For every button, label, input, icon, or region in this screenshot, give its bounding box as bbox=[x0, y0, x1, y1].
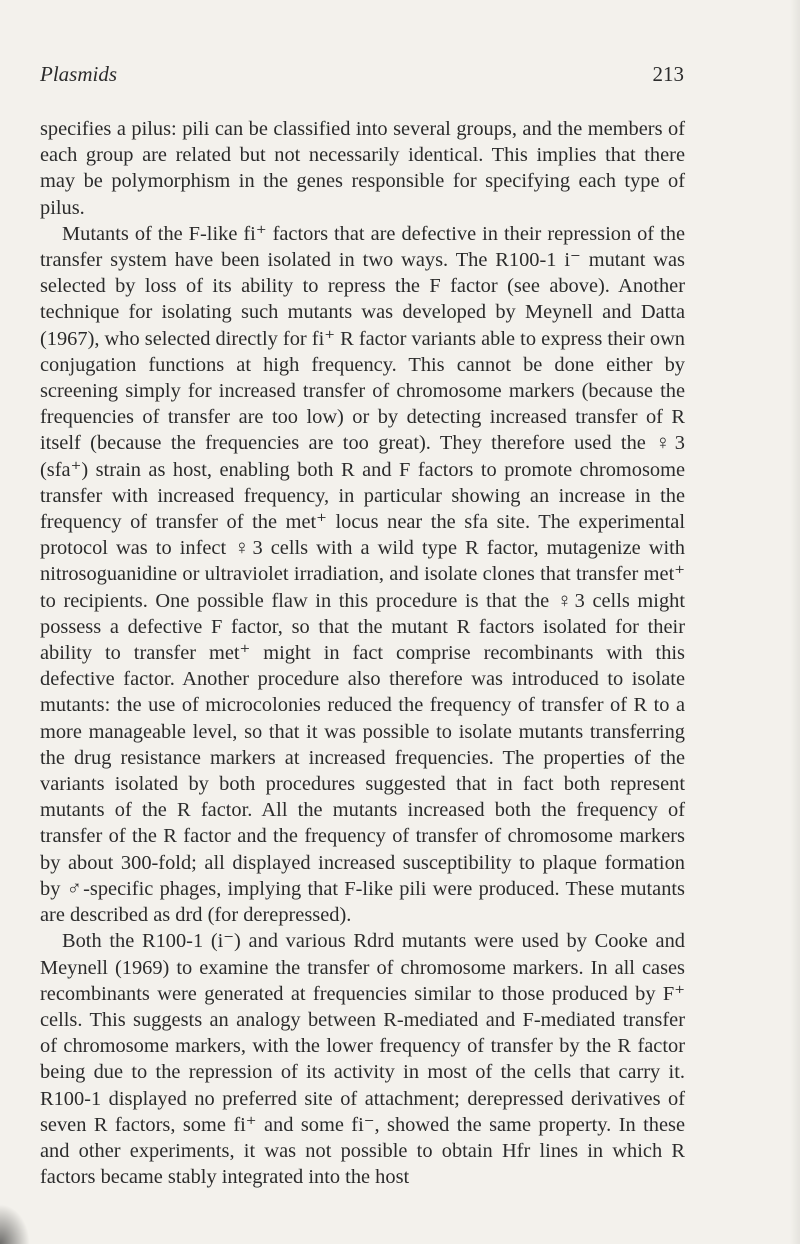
body-text bbox=[40, 116, 685, 1190]
page-number: 213 bbox=[652, 62, 684, 86]
page-header bbox=[40, 62, 684, 87]
paragraph-2: Mutants of the F-like fi⁺ factors that are defective in their repression of the transfer system have been isolated in two ways. The R100-1 i⁻ mutant was selected by loss of its ability to repress the F factor (see above). Another technique for isolating such mutants was developed by Meynell and Datta (1967), who selected directly for fi⁺ R factor variants able to express their own conjugation functions at high frequency. This cannot be done either by screening simply for increased transfer of chromosome markers (because the frequencies of transfer are too low) or by detecting increased transfer of R itself (because the frequencies are too great). They therefore used the ♀3 (sfa⁺) strain as host, enabling both R and F factors to promote chromosome transfer with increased frequency, in particular showing an increase in the frequency of transfer of the met⁺ locus near the sfa site. The experimental protocol was to infect ♀3 cells with a wild type R factor, mutagenize with nitrosoguanidine or ultraviolet irradiation, and isolate clones that transfer met⁺ to recipients. One possible flaw in this procedure is that the ♀3 cells might possess a defective F factor, so that the mutant R factors isolated for their ability to transfer met⁺ might in fact comprise recombinants with this defective factor. Another procedure also therefore was introduced to isolate mutants: the use of microcolonies reduced the frequency of transfer of R to a more manageable level, so that it was possible to isolate mutants transferring the drug resistance markers at increased frequencies. The properties of the variants isolated by both procedures suggested that in fact both represent mutants of the R factor. All the mutants increased both the frequency of transfer of the R factor and the frequency of transfer of chromosome markers by about 300-fold; all displayed increased susceptibility to plaque formation by ♂-specific phages, implying that F-like pili were produced. These mutants are described as drd (for derepressed). bbox=[40, 222, 685, 927]
page-edge bbox=[790, 0, 800, 1244]
paragraph-1: specifies a pilus: pili can be classified into several groups, and the members of each group are related but not necessarily identical. This implies that there may be polymorphism in the genes responsible for specifying each type of pilus. bbox=[40, 118, 685, 219]
paragraph-3: Both the R100-1 (i⁻) and various Rdrd mutants were used by Cooke and Meynell (1969) to examine the transfer of chromosome markers. In all cases recombinants were generated at frequencies similar to those produced by F⁺ cells. This suggests an analogy between R-mediated and F-mediated transfer of chromosome markers, with the lower frequency of transfer by the R factor being due to the repression of its activity in most of the cells that carry it. R100-1 displayed no preferred site of attachment; derepressed derivatives of seven R factors, some fi⁺ and some fi⁻, showed the same property. In these and other experiments, it was not possible to obtain Hfr lines in which R factors became stably integrated into the host bbox=[40, 930, 685, 1189]
running-head: Plasmids bbox=[40, 62, 118, 86]
scan-shadow bbox=[0, 1204, 30, 1244]
